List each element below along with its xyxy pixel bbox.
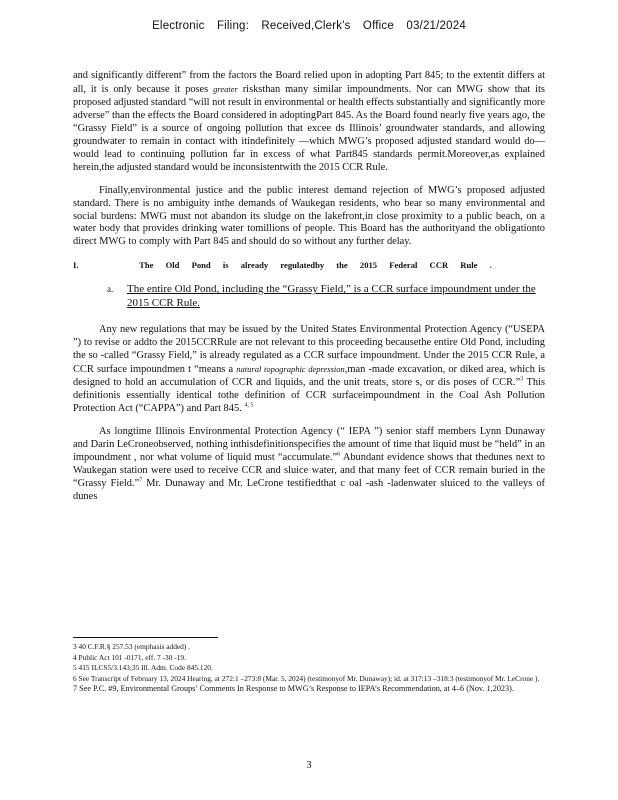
subsection-letter: a. <box>107 284 114 295</box>
paragraph-4-text-b: Abundant evidence shows that thedunes next to Waukegan station were used to receive CCR and sluice water, and that many feet of CCR remain buried in the “Grassy Field.” <box>73 451 545 489</box>
section-title: The Old Pond is already regulatedby the 2015 Federal CCR Rule . <box>139 260 492 271</box>
paragraph-1-text: and significantly different” from the factors the Board relied upon in adopting Part 845; to the extentit differs at all, it is only because it poses <box>73 70 545 95</box>
footnote-3: 3 40 C.F.R.§ 257.53 (emphasis added) . <box>73 642 191 651</box>
paragraph-4-text-c: Mr. Dunaway and Mr. LeCrone testifiedthat c oal -ash -ladenwater sluiced to the valleys of dunes <box>73 477 545 502</box>
footnote-ref-6[interactable]: 6 <box>337 451 341 458</box>
paragraph-1-italic: greater <box>213 83 238 94</box>
subsection-title: The entire Old Pond, including the “Grassy Field,” is a CCR surface impoundment under the 2015 CCR Rule. <box>127 283 536 310</box>
paragraph-3 <box>73 324 545 416</box>
paragraph-4-text-a: As longtime Illinois Environmental Protection Agency (“ IEPA ”) senior staff members Lynn Dunaway and Darin LeCroneobserved, nothing inthisdefinitionspecifies the amount of time that liquid must be “held” in an impoundment , nor what volume of liquid must “accumulate.” <box>73 425 545 463</box>
paragraph-3-italic: natural topographic depression <box>236 364 345 375</box>
paragraph-3-text-b: ,man -made excavation, or diked area, which is designed to hold an accumulation of CCR and liquids, and the unit treats, store s, or dis poses of CCR.” <box>73 364 545 389</box>
paragraph-4 <box>73 426 545 504</box>
footnote-4: 4 Public Act 101 -0171, eff. 7 -30 -19. <box>73 652 186 662</box>
footnote-7: 7 See P.C. #9, Environmental Groups’ Comments In Response to MWG’s Response to IEPA’s Recommendation, at 4–6 (Nov. 1,2023). <box>73 684 514 694</box>
paragraph-1-rest: risksthan many similar impoundments. Nor can MWG show that its proposed adjusted standard “will not result in environmental or health effects substantially and significantly more adverse” than the effects the Board considered in adoptingPart 845. As the Board found nearly five years ago, the “Grassy Field” is a source of ongoing pollution that excee ds Illinois’ groundwater standards, and allowing groundwater to remain in contact with itindefinitely —which MWG’s proposed adjusted standard would do— would lead to continuing pollution far in excess of what Part845 standards permit.Moreover,as explained herein,the adjusted standard would be inconsistentwith the 2015 CCR Rule. <box>73 83 545 173</box>
paragraph-3-text-a: Any new regulations that may be issued by the United States Environmental Protection Agency (“USEPA ”) to revise or addto the 2015CCRRule are not relevant to this proceeding becausethe entire Old Pond, including the so -called “Grassy Field,” is already regulated as a CCR surface impoundment. Under the 2015 CCR Rule, a CCR surface impoundmen t “means a <box>73 324 545 376</box>
filing-header: Electronic Filing: Received,Clerk's Office 03/21/2024 <box>152 20 466 32</box>
document-body <box>73 70 545 514</box>
footnote-divider <box>73 637 218 638</box>
footnote-ref-4-5[interactable]: 4, 5 <box>244 402 254 409</box>
section-number: I. <box>73 260 79 271</box>
page-number: 3 <box>306 760 312 771</box>
footnotes <box>73 642 548 695</box>
paragraph-3-text-c: This definitionis essentially identical tothe definition of CCR surfaceimpoundment in the Coal Ash Pollution Protection Act (“CAPPA”) and Part 845. <box>73 377 545 414</box>
paragraph-2: Finally,environmental justice and the public interest demand rejection of MWG’s proposed adjusted standard. There is no ambiguity inthe demands of Waukegan residents, who bear so many environmental and social burdens: MWG must not abandon its sludge on the lakefront,in close proximity to a public beach, on a water body that provides drinking water tomillions of people. This Board has the authorityand the obligationto direct MWG to comply with Part 845 and should do so without any further delay. <box>73 184 545 248</box>
section-heading <box>73 259 545 272</box>
footnote-5: 5 415 ILCS5/3.143;35 Ill. Adm. Code 845.120. <box>73 663 213 673</box>
footnote-ref-7[interactable]: 7 <box>139 477 143 484</box>
footnote-6: 6 See Transcript of February 13, 2024 Hearing, at 272:1 –273:8 (Mar. 5, 2024) (testimonyof Mr. Dunaway); id. at 317:13 –318:3 (testimonyof Mr. LeCrone ). <box>73 673 540 683</box>
footnote-ref-3[interactable]: 3 <box>520 376 524 383</box>
paragraph-1 <box>73 70 545 175</box>
subsection-heading <box>107 283 545 311</box>
